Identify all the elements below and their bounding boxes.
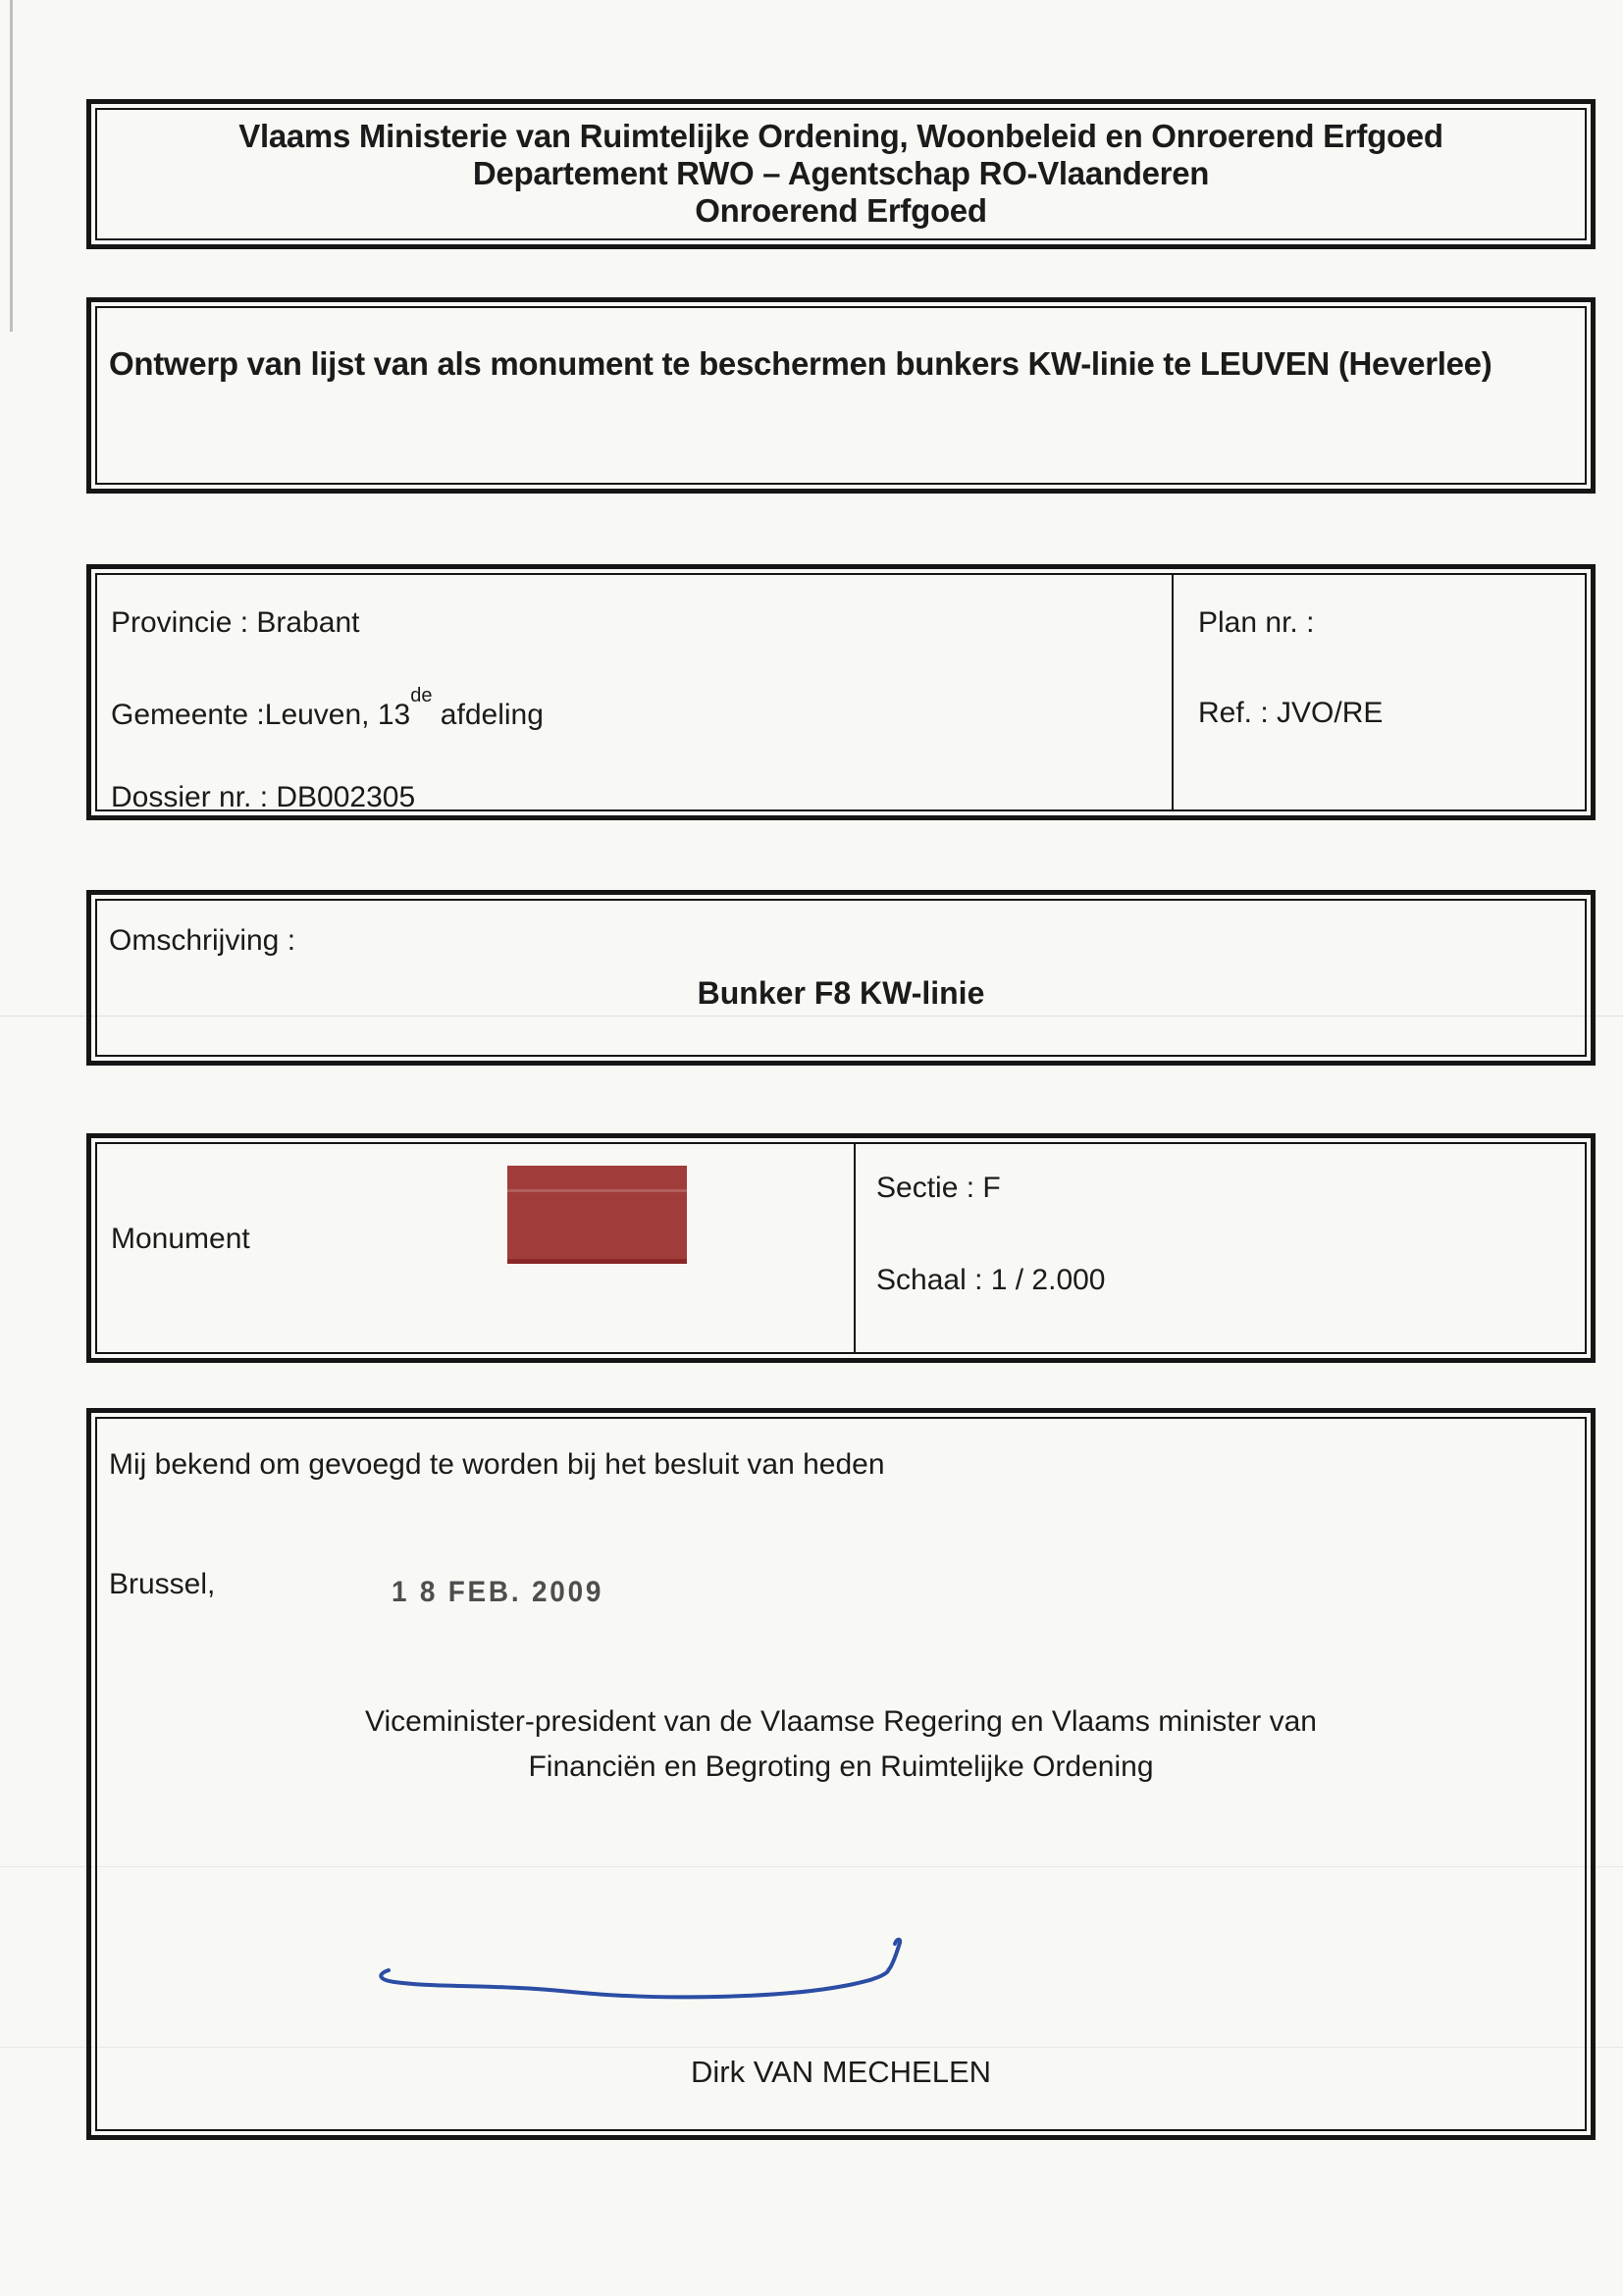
section-field: Sectie : F: [876, 1172, 1001, 1204]
monument-label: Monument: [111, 1223, 250, 1255]
plan-number-field: Plan nr. :: [1198, 606, 1315, 639]
info-box-divider: [1172, 575, 1174, 809]
municipality-sup: de: [410, 685, 433, 706]
city-label: Brussel,: [109, 1568, 216, 1600]
document-title-box: [86, 297, 1596, 494]
scale-field: Schaal : 1 / 2.000: [876, 1264, 1106, 1296]
signature-box: [86, 1408, 1596, 2140]
document-title-inner: [95, 306, 1587, 485]
signer-name: Dirk VAN MECHELEN: [690, 2055, 992, 2089]
ministry-header-inner: [95, 108, 1587, 240]
document-title: Ontwerp van lijst van als monument te beschermen bunkers KW-linie te LEUVEN (Heverlee): [109, 345, 1492, 382]
municipality-text: Gemeente :Leuven, 13: [111, 699, 411, 731]
dossier-info-box: [86, 564, 1596, 820]
minister-function-line2: Financiën en Begroting en Ruimtelijke Ordening: [528, 1750, 1154, 1783]
ministry-header-text: [97, 110, 1585, 230]
agency-name: Onroerend Erfgoed: [695, 192, 987, 229]
description-box: [86, 890, 1596, 1066]
reference-field: Ref. : JVO/RE: [1198, 697, 1384, 729]
date-stamp: 1 8 FEB. 2009: [392, 1576, 604, 1608]
description-label: Omschrijving :: [109, 924, 296, 957]
signature-stroke: [373, 1937, 922, 2006]
legend-box-divider: [854, 1144, 856, 1352]
monument-color-swatch: [507, 1166, 687, 1264]
legend-inner: [95, 1142, 1587, 1354]
swatch-scan-streak: [507, 1189, 687, 1192]
scan-edge-artifact: [10, 0, 13, 332]
ministry-header-box: [86, 99, 1596, 249]
description-inner: [95, 899, 1587, 1057]
attestation-line: Mij bekend om gevoegd te worden bij het besluit van heden: [109, 1448, 885, 1481]
municipality-field: [111, 685, 544, 732]
department-name: Departement RWO – Agentschap RO-Vlaanderen: [472, 155, 1210, 191]
ministry-name: Vlaams Ministerie van Ruimtelijke Ordening, Woonbeleid en Onroerend Erfgoed: [238, 118, 1443, 154]
signature-inner: [95, 1417, 1587, 2131]
dossier-number-field: Dossier nr. : DB002305: [111, 781, 416, 813]
bunker-title: Bunker F8 KW-linie: [697, 975, 985, 1011]
dossier-info-inner: [95, 573, 1587, 811]
municipality-suffix: afdeling: [432, 699, 544, 731]
province-field: Provincie : Brabant: [111, 606, 360, 639]
minister-function-line1: Viceminister-president van de Vlaamse Regering en Vlaams minister van: [365, 1705, 1317, 1738]
legend-box: [86, 1133, 1596, 1363]
